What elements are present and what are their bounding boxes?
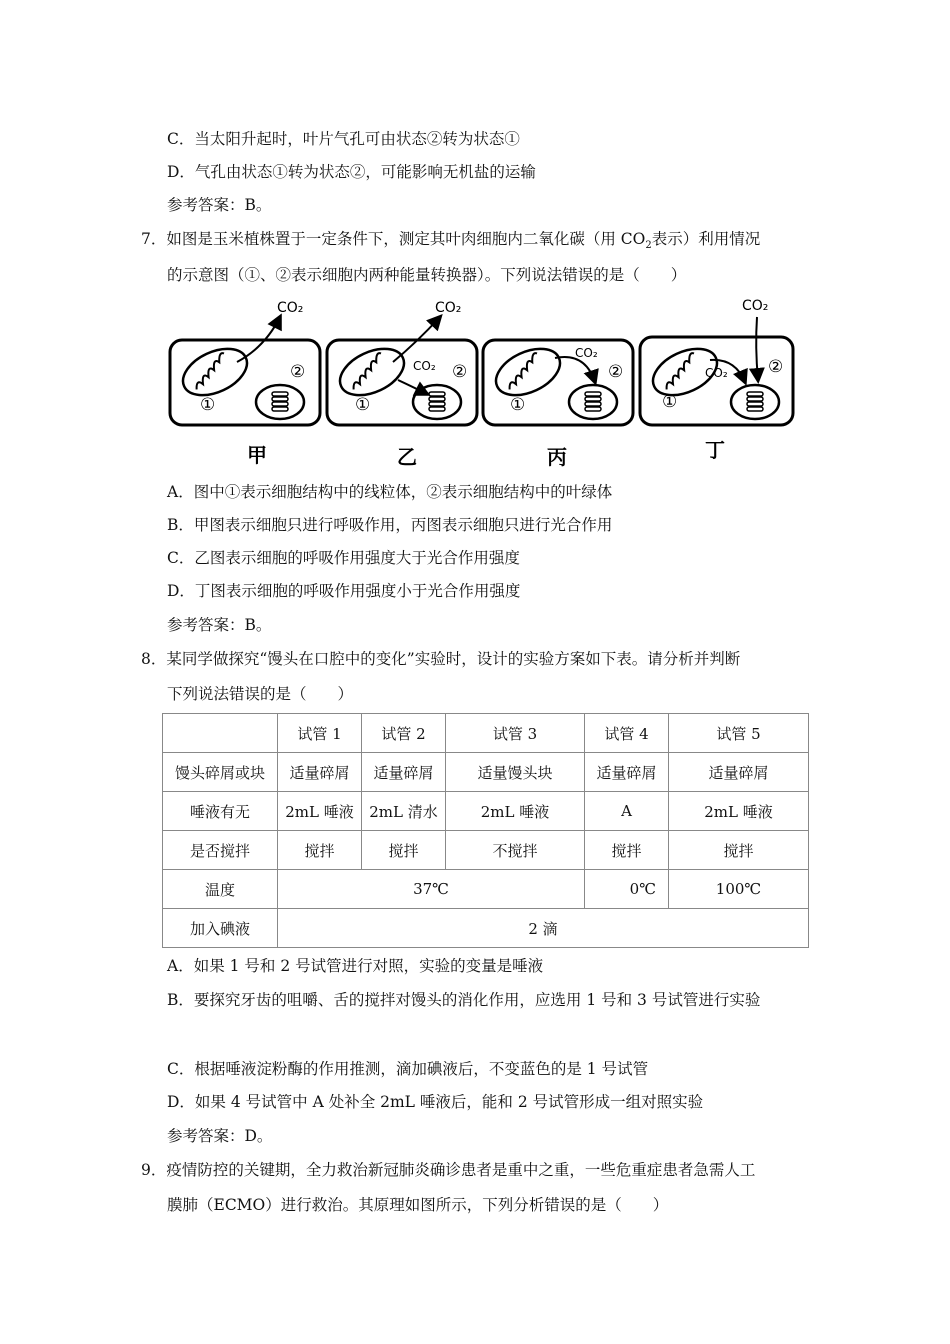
table-cell: 适量馒头块 <box>446 753 585 792</box>
q6-option-d: D．气孔由状态①转为状态②，可能影响无机盐的运输 <box>167 163 536 181</box>
co2-label: CO₂ <box>742 298 769 314</box>
table-cell: 0℃ <box>585 870 669 909</box>
q7-stem-a: 如图是玉米植株置于一定条件下，测定其叶肉细胞内二氧化碳（用 CO <box>166 230 646 248</box>
mark-1: ① <box>200 395 216 415</box>
q8-option-d: D．如果 4 号试管中 A 处补全 2mL 唾液后，能和 2 号试管形成一组对照实验 <box>167 1093 704 1111</box>
panel-label-bing: 丙 <box>547 445 567 469</box>
q7-option-d: D．丁图表示细胞的呼吸作用强度小于光合作用强度 <box>167 582 521 600</box>
co2-label: CO₂ <box>435 300 462 316</box>
table-cell: 是否搅拌 <box>163 831 278 870</box>
mark-1: ① <box>355 395 371 415</box>
table-cell: 唾液有无 <box>163 792 278 831</box>
mark-1: ① <box>662 392 678 412</box>
table-cell: 搅拌 <box>278 831 362 870</box>
q9-number: 9． <box>141 1161 167 1179</box>
table-cell: 适量碎屑 <box>669 753 809 792</box>
table-cell: 100℃ <box>669 870 809 909</box>
co2-label-small: CO₂ <box>575 346 598 360</box>
q7-stem-sub: 2 <box>645 240 652 252</box>
table-row <box>163 753 809 792</box>
table-cell: 搅拌 <box>362 831 446 870</box>
table-cell: 2 滴 <box>278 909 809 948</box>
panel-label-ding: 丁 <box>705 438 725 462</box>
q6-option-c: C．当太阳升起时，叶片气孔可由状态②转为状态① <box>167 130 520 148</box>
table-cell: 试管 3 <box>446 714 585 753</box>
mark-2: ② <box>452 362 468 382</box>
table-cell: 2mL 唾液 <box>278 792 362 831</box>
table-cell: A <box>585 792 669 831</box>
q8-answer: 参考答案：D。 <box>167 1127 273 1145</box>
table-cell: 适量碎屑 <box>278 753 362 792</box>
q6-answer: 参考答案：B。 <box>167 196 272 214</box>
table-cell: 馒头碎屑或块 <box>163 753 278 792</box>
table-cell: 2mL 唾液 <box>446 792 585 831</box>
q7-stem-line1 <box>141 227 760 251</box>
table-cell: 适量碎屑 <box>585 753 669 792</box>
q9-stem-a: 疫情防控的关键期，全力救治新冠肺炎确诊患者是重中之重，一些危重症患者急需人工 <box>166 1161 756 1179</box>
q7-stem-line2: 的示意图（①、②表示细胞内两种能量转换器）。下列说法错误的是（ ） <box>167 266 687 284</box>
table-cell: 2mL 唾液 <box>669 792 809 831</box>
q8-stem-line1 <box>141 647 740 669</box>
q7-option-b: B．甲图表示细胞只进行呼吸作用，丙图表示细胞只进行光合作用 <box>167 516 613 534</box>
panel-jia <box>170 300 320 467</box>
table-cell: 加入碘液 <box>163 909 278 948</box>
table-row <box>163 870 809 909</box>
q7-figure <box>165 292 800 472</box>
table-cell: 试管 5 <box>669 714 809 753</box>
table-cell: 试管 4 <box>585 714 669 753</box>
mark-1: ① <box>510 395 526 415</box>
q7-answer: 参考答案：B。 <box>167 616 272 634</box>
table-cell: 温度 <box>163 870 278 909</box>
mark-2: ② <box>290 362 306 382</box>
mark-2: ② <box>608 362 624 382</box>
co2-label: CO₂ <box>277 300 304 316</box>
q7-option-c: C．乙图表示细胞的呼吸作用强度大于光合作用强度 <box>167 549 520 567</box>
table-cell: 不搅拌 <box>446 831 585 870</box>
q9-stem-line1 <box>141 1158 755 1180</box>
q7-number: 7． <box>141 230 167 248</box>
co2-label-small: CO₂ <box>705 366 728 380</box>
table-cell: 37℃ <box>278 870 585 909</box>
q8-option-b: B．要探究牙齿的咀嚼、舌的搅拌对馒头的消化作用，应选用 1 号和 3 号试管进行实验 <box>167 991 761 1009</box>
table-row <box>163 909 809 948</box>
table-row <box>163 831 809 870</box>
table-row <box>163 714 809 753</box>
table-cell: 适量碎屑 <box>362 753 446 792</box>
q8-number: 8． <box>141 650 167 668</box>
table-cell <box>163 714 278 753</box>
q8-stem-a: 某同学做探究“馒头在口腔中的变化”实验时，设计的实验方案如下表。请分析并判断 <box>166 650 741 668</box>
panel-label-yi: 乙 <box>397 445 417 469</box>
panel-bing <box>483 340 633 469</box>
table-cell: 搅拌 <box>669 831 809 870</box>
q8-stem-line2: 下列说法错误的是（ ） <box>167 685 354 703</box>
q9-stem-line2: 膜肺（ECMO）进行救治。其原理如图所示，下列分析错误的是（ ） <box>167 1196 669 1214</box>
table-cell: 2mL 清水 <box>362 792 446 831</box>
q8-option-a: A．如果 1 号和 2 号试管进行对照，实验的变量是唾液 <box>167 957 544 975</box>
panel-yi <box>327 300 477 469</box>
table-cell: 试管 1 <box>278 714 362 753</box>
q7-option-a: A．图中①表示细胞结构中的线粒体，②表示细胞结构中的叶绿体 <box>167 483 613 501</box>
table-row <box>163 792 809 831</box>
co2-label-small: CO₂ <box>413 359 436 373</box>
q8-option-c: C．根据唾液淀粉酶的作用推测，滴加碘液后，不变蓝色的是 1 号试管 <box>167 1060 649 1078</box>
table-cell: 搅拌 <box>585 831 669 870</box>
panel-label-jia: 甲 <box>247 443 267 467</box>
table-cell: 试管 2 <box>362 714 446 753</box>
mark-2: ② <box>768 357 784 377</box>
panel-ding <box>640 298 793 462</box>
q8-experiment-table <box>162 713 809 948</box>
q7-stem-b: 表示）利用情况 <box>651 230 761 248</box>
